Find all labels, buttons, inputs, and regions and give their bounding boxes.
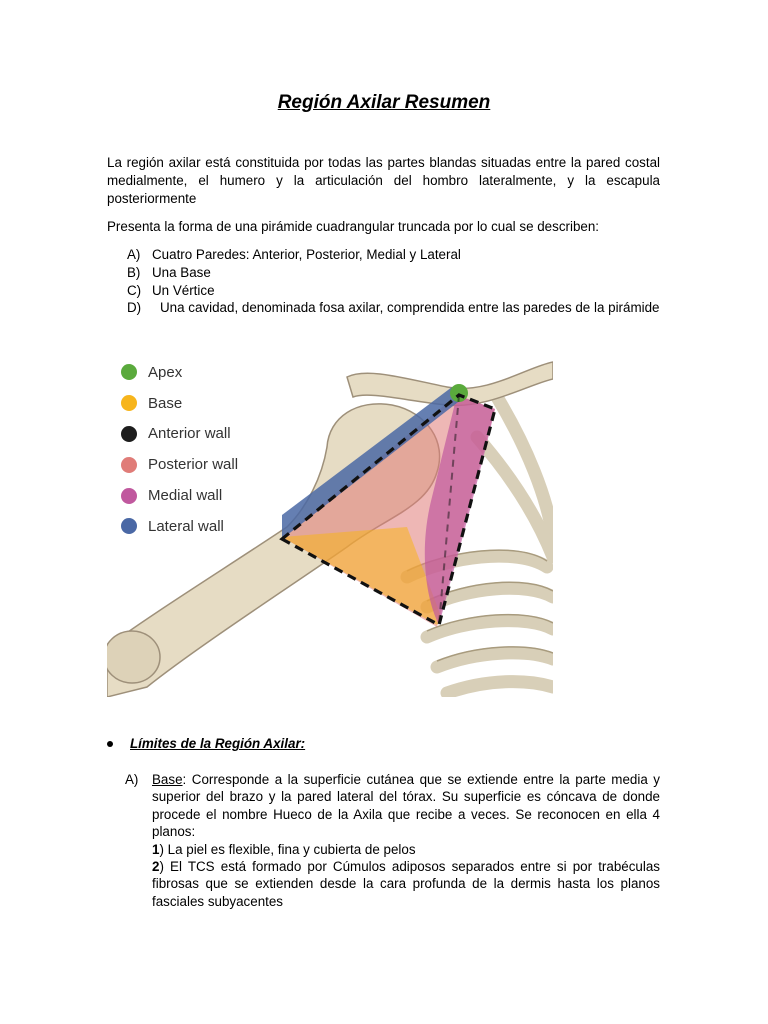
shape-paragraph: Presenta la forma de una pirámide cuadrangular truncada por lo cual se describen: <box>107 219 600 234</box>
list-text: Cuatro Paredes: Anterior, Posterior, Medial y Lateral <box>152 247 461 262</box>
legend-label: Medial wall <box>148 487 223 505</box>
features-list <box>107 246 660 317</box>
list-text: Un Vértice <box>152 282 215 298</box>
legend-item-base <box>121 388 238 419</box>
color-swatch <box>121 457 137 473</box>
list-marker: B) <box>127 264 141 280</box>
item-text: ) La piel es flexible, fina y cubierta de pelos <box>159 841 416 857</box>
legend-item-medial-wall <box>121 480 238 511</box>
color-swatch <box>121 395 137 411</box>
list-marker: D) <box>127 300 142 316</box>
section-heading <box>107 736 305 751</box>
item-number: 2 <box>152 859 160 875</box>
bullet-icon <box>107 741 113 747</box>
section-text: : Corresponde a la superficie cutánea que se extiende entre la parte media y superior del brazo y la pared lateral del tórax. Su superficie es cóncava de donde procede el nombre Hueco de la Axila que recibe a veces. Se reconocen en ella 4 planos: <box>152 772 660 840</box>
color-swatch <box>121 364 137 380</box>
legend-label: Posterior wall <box>148 456 239 474</box>
list-item <box>107 246 660 264</box>
figure-legend <box>121 357 238 542</box>
color-swatch <box>121 518 137 534</box>
legend-label: Base <box>148 394 183 412</box>
legend-label: Anterior wall <box>148 425 231 443</box>
list-marker: A) <box>127 247 141 262</box>
color-swatch <box>121 426 137 442</box>
page-title: Región Axilar Resumen <box>277 92 491 113</box>
section-term: Base <box>152 772 183 787</box>
section-marker: A) <box>125 772 139 787</box>
base-section <box>125 771 660 910</box>
list-item <box>107 282 660 300</box>
legend-item-lateral-wall <box>121 511 238 542</box>
legend-item-apex <box>121 357 238 388</box>
color-swatch <box>121 488 137 504</box>
list-text: Una cavidad, denominada fosa axilar, comprendida entre las paredes de la pirámide <box>160 300 660 316</box>
list-item <box>107 299 660 317</box>
section-heading-label: Límites de la Región Axilar: <box>130 736 306 751</box>
legend-item-posterior-wall <box>121 449 238 480</box>
item-text: ) El TCS está formado por Cúmulos adiposos separados entre si por trabéculas fibrosas que se extienden desde la cara profunda de la dermis hasta los planos fasciales subyacentes <box>152 859 660 909</box>
list-text: Una Base <box>152 264 211 280</box>
list-item <box>107 264 660 282</box>
list-marker: C) <box>127 282 142 298</box>
section-body <box>152 771 660 910</box>
legend-label: Apex <box>148 363 183 381</box>
legend-item-anterior-wall <box>121 419 238 450</box>
item-number: 1 <box>152 841 160 857</box>
intro-paragraph: La región axilar está constituida por todas las partes blandas situadas entre la pared costal medialmente, el humero y la articulación del hombro lateralmente, y la escapula posteriormente <box>107 155 660 206</box>
legend-label: Lateral wall <box>148 517 224 535</box>
